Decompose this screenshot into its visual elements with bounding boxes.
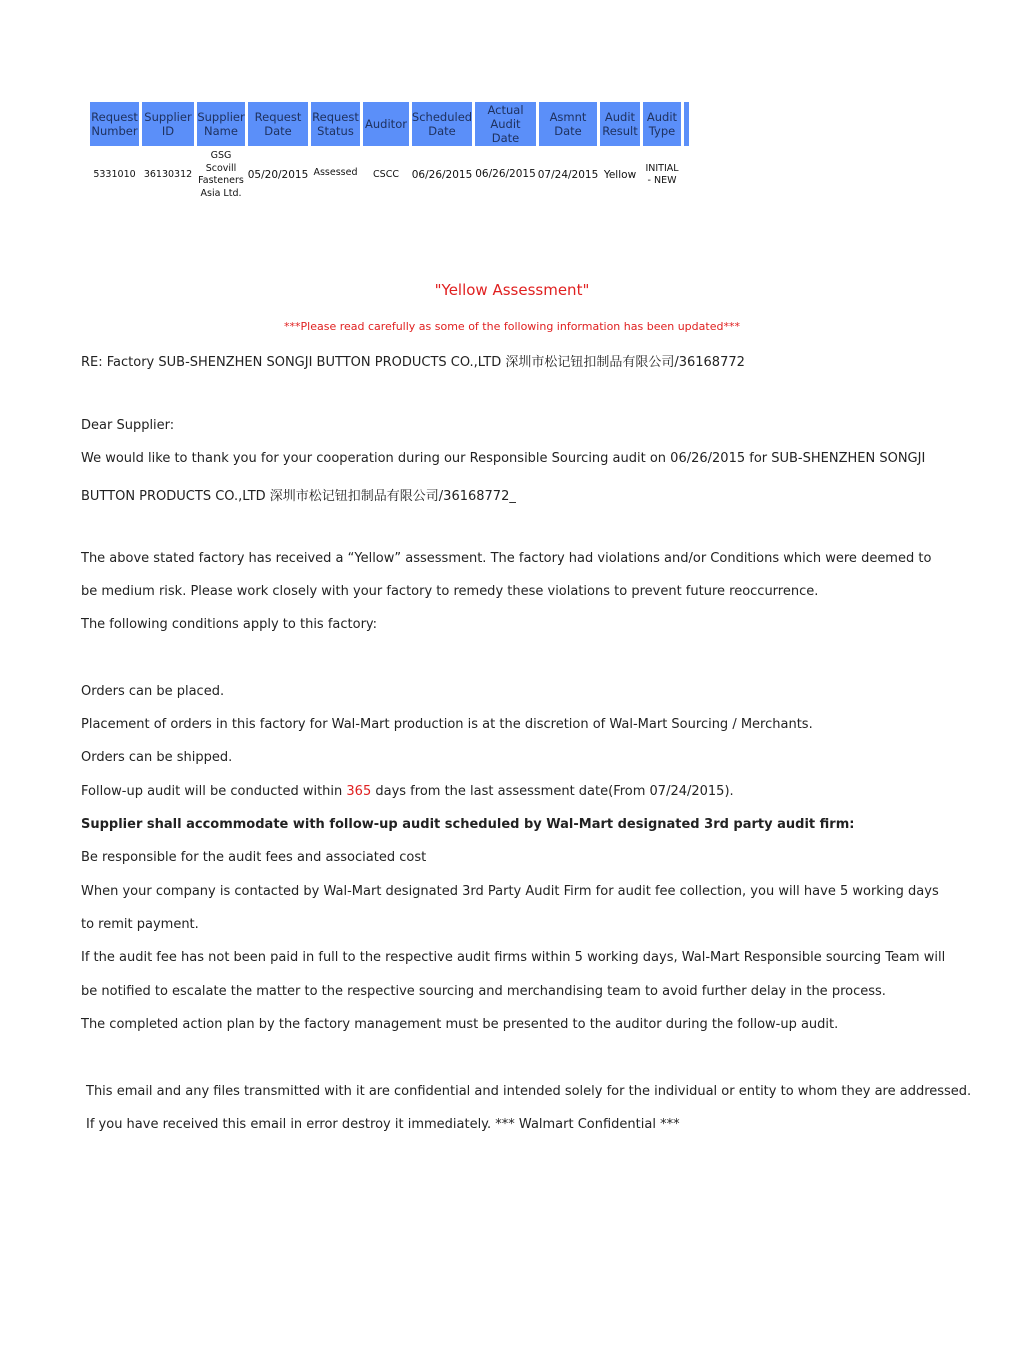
cell-asmnt-date: 07/24/2015 — [537, 168, 599, 181]
update-notice: ***Please read carefully as some of the following information has been updated*** — [284, 320, 740, 333]
header-actual-audit-date: Actual Audit Date — [475, 102, 536, 146]
assessment-title: "Yellow Assessment" — [434, 281, 590, 299]
cell-auditor: CSCC — [373, 168, 399, 180]
header-supplier-id: Supplier ID — [142, 102, 194, 146]
header-auditor: Auditor — [363, 102, 409, 146]
stated-line-1: The above stated factory has received a “Yellow” assessment. The factory had violations and/or Conditions which were deemed to — [81, 551, 932, 566]
stated-line-2: be medium risk. Please work closely with your factory to remedy these violations to prevent future reoccurrence. — [81, 584, 819, 599]
greeting: Dear Supplier: — [81, 418, 175, 433]
orders-placed: Orders can be placed. — [81, 684, 225, 699]
unpaid-line-2: be notified to escalate the matter to the respective sourcing and merchandising team to avoid further delay in the process. — [81, 984, 886, 999]
header-audit-type: Audit Type — [643, 102, 681, 146]
followup-days: 365 — [346, 784, 372, 799]
confidential-line-2: If you have received this email in error destroy it immediately. *** Walmart Confidential *** — [86, 1117, 680, 1132]
orders-shipped: Orders can be shipped. — [81, 750, 233, 765]
cell-supplier-id: 36130312 — [143, 168, 193, 180]
action-plan-line: The completed action plan by the factory management must be presented to the auditor during the follow-up audit. — [81, 1017, 839, 1032]
followup-line — [81, 784, 734, 799]
header-supplier-name: Supplier Name — [197, 102, 245, 146]
cell-supplier-name: GSG Scovill Fasteners Asia Ltd. — [198, 150, 244, 199]
header-request-status: Request Status — [311, 102, 360, 146]
cell-audit-type: INITIAL - NEW — [645, 162, 679, 186]
followup-before: Follow-up audit will be conducted within — [81, 784, 347, 799]
cell-request-number: 5331010 — [93, 168, 136, 180]
header-audit-result: Audit Result — [600, 102, 640, 146]
thanks-line-2: BUTTON PRODUCTS CO.,LTD 深圳市松记钮扣制品有限公司/36168772_ — [81, 489, 516, 504]
cell-request-date: 05/20/2015 — [247, 168, 309, 181]
confidential-line-1: This email and any files transmitted with it are confidential and intended solely for the individual or entity to whom they are addressed. — [86, 1084, 972, 1099]
header-edge — [684, 102, 689, 146]
followup-after: days from the last assessment date(From 07/24/2015). — [371, 784, 734, 799]
contacted-line-1: When your company is contacted by Wal-Mart designated 3rd Party Audit Firm for audit fee collection, you will have 5 working days — [81, 884, 939, 899]
thanks-line-1: We would like to thank you for your cooperation during our Responsible Sourcing audit on 06/26/2015 for SUB-SHENZHEN SONGJI — [81, 451, 926, 466]
contacted-line-2: to remit payment. — [81, 917, 199, 932]
header-request-date: Request Date — [248, 102, 308, 146]
header-asmnt-date: Asmnt Date — [539, 102, 597, 146]
cell-actual-audit-date: 06/26/2015 — [475, 167, 536, 180]
accommodate-line: Supplier shall accommodate with follow-up audit scheduled by Wal-Mart designated 3rd party audit firm: — [81, 817, 855, 832]
cell-scheduled-date: 06/26/2015 — [411, 168, 473, 181]
header-scheduled-date: Scheduled Date — [412, 102, 472, 146]
cell-request-status: Assessed — [313, 166, 358, 178]
placement-line: Placement of orders in this factory for Wal-Mart production is at the discretion of Wal-Mart Sourcing / Merchants. — [81, 717, 813, 732]
cell-audit-result: Yellow — [603, 168, 637, 181]
re-line: RE: Factory SUB-SHENZHEN SONGJI BUTTON PRODUCTS CO.,LTD 深圳市松记钮扣制品有限公司/36168772 — [81, 355, 745, 370]
fees-line: Be responsible for the audit fees and associated cost — [81, 850, 427, 865]
conditions-intro: The following conditions apply to this factory: — [81, 617, 378, 632]
unpaid-line-1: If the audit fee has not been paid in full to the respective audit firms within 5 working days, Wal-Mart Responsible sourcing Team will — [81, 950, 946, 965]
header-request-number: Request Number — [90, 102, 139, 146]
